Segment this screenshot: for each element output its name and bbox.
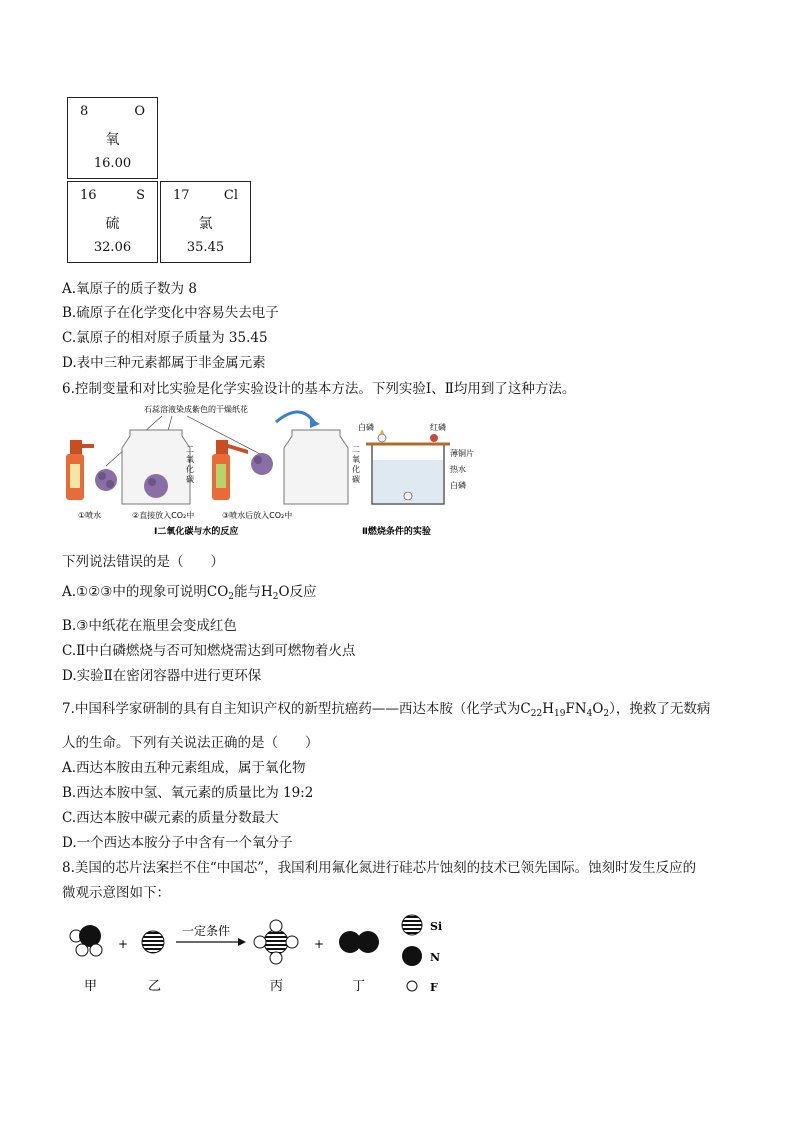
legend (402, 915, 442, 994)
element-symbol: Cl (223, 188, 238, 203)
q7-option-c: C.西达本胺中碳元素的质量分数最大 (62, 810, 279, 826)
label-jia: 甲 (84, 979, 98, 994)
step3-label: ③喷水后放入CO₂中 (222, 511, 293, 520)
molecule-ding (339, 931, 379, 953)
svg-text:碳: 碳 (352, 475, 360, 484)
gas-label-1: 二 (186, 445, 194, 454)
plus-sign-2: + (314, 937, 325, 951)
element-cell-sulfur (67, 181, 158, 263)
q6-question: 下列说法错误的是（ ） (62, 554, 224, 570)
element-name: 硫 (105, 216, 120, 232)
legend-f: F (430, 981, 438, 994)
q6-option-d: D.实验Ⅱ在密闭容器中进行更环保 (62, 668, 262, 684)
label-red-p: 红磷 (430, 423, 446, 432)
q8-stem-line1: 8.美国的芯片法案拦不住“中国芯”，我国利用氟化氮进行硅芯片蚀刻的技术已领先国际。蚀刻时发生反应的 (62, 860, 697, 876)
label-white-p-bottom: 白磷 (450, 481, 466, 490)
beaker-apparatus (366, 430, 450, 504)
svg-text:氧: 氧 (186, 455, 194, 464)
svg-text:氧: 氧 (352, 455, 360, 464)
co2-formula: $CO_2$ (206, 584, 234, 602)
step1-label: ①喷水 (78, 511, 102, 520)
element-symbol: S (136, 188, 145, 203)
flower-label: 石蕊溶液染成紫色的干燥纸花 (144, 405, 248, 414)
q6-option-a: A.①②③中的现象可说明$CO_2$能与$H_2O$反应 (62, 584, 317, 602)
q7-stem: 7.中国科学家研制的具有自主知识产权的新型抗癌药——西达本胺（化学式为$C_{22}H_{19}FN_4O_2$），挽救了无数病 (62, 701, 711, 719)
caption-1: Ⅰ二氧化碳与水的反应 (154, 527, 239, 537)
q7-stem-line2: 人的生命。下列有关说法正确的是（ ） (62, 735, 319, 751)
experiment-illustration (62, 400, 474, 540)
step2-label: ②直接放入CO₂中 (132, 511, 195, 520)
caption-2: Ⅱ燃烧条件的实验 (362, 527, 431, 537)
molecule-bing (254, 920, 298, 964)
atomic-number: 8 (80, 104, 89, 119)
svg-text:化: 化 (186, 465, 194, 474)
q5-option-c: C.氯原子的相对原子质量为 35.45 (62, 330, 268, 346)
svg-text:二: 二 (352, 445, 360, 454)
reaction-condition: 一定条件 (182, 924, 231, 938)
gas-jar-2 (284, 430, 360, 504)
element-cell-oxygen (67, 97, 158, 179)
q7-option-d: D.一个西达本胺分子中含有一个氧分子 (62, 835, 293, 851)
q5-option-a: A.氧原子的质子数为 8 (62, 281, 197, 297)
label-bing: 丙 (270, 979, 284, 994)
svg-text:碳: 碳 (186, 475, 194, 484)
molecule-jia (70, 925, 102, 956)
purple-flower-3 (251, 453, 273, 475)
legend-n: N (430, 951, 441, 964)
legend-si: Si (430, 920, 443, 933)
gas-jar-1 (122, 430, 194, 504)
element-cell-chlorine (160, 181, 251, 263)
atomic-number: 17 (173, 188, 190, 203)
q6-option-b: B.③中纸花在瓶里会变成红色 (62, 618, 237, 634)
spray-bottle-2 (212, 440, 248, 500)
q5-option-d: D.表中三种元素都属于非金属元素 (62, 355, 266, 371)
atomic-mass: 35.45 (186, 240, 225, 255)
element-name: 氧 (105, 132, 120, 148)
q7-option-b: B.西达本胺中氢、氧元素的质量比为 19:2 (62, 785, 314, 801)
spray-bottle-1 (66, 440, 94, 500)
reaction-diagram (62, 908, 462, 1003)
plus-sign-1: + (118, 937, 129, 951)
label-yi: 乙 (148, 979, 162, 994)
q7-option-a: A.西达本胺由五种元素组成，属于氧化物 (62, 760, 306, 776)
atomic-mass: 16.00 (93, 156, 132, 171)
label-white-p-top: 白磷 (358, 423, 374, 432)
q6-option-c: C.Ⅱ中白磷燃烧与否可知燃烧需达到可燃物着火点 (62, 643, 356, 659)
atomic-number: 16 (80, 188, 97, 203)
label-hot-water: 热水 (450, 465, 466, 474)
q5-option-b: B.硫原子在化学变化中容易失去电子 (62, 305, 279, 321)
svg-text:化: 化 (352, 465, 360, 474)
label-ding: 丁 (352, 979, 366, 994)
chemical-formula: $C_{22}H_{19}FN_4O_2$ (520, 701, 610, 719)
q8-stem-line2: 微观示意图如下： (62, 885, 170, 901)
reaction-diagram-svg (62, 908, 462, 1003)
curved-arrow-icon (276, 412, 314, 422)
element-symbol: O (134, 104, 145, 119)
purple-flower-1 (95, 469, 117, 491)
element-name: 氯 (198, 216, 213, 232)
molecule-yi (142, 931, 164, 953)
h2o-formula: $H_2O$ (261, 584, 290, 602)
q6-stem: 6.控制变量和对比实验是化学实验设计的基本方法。下列实验Ⅰ、Ⅱ均用到了这种方法。 (62, 381, 576, 397)
atomic-mass: 32.06 (93, 240, 132, 255)
label-copper: 薄铜片 (450, 449, 474, 458)
experiment-figure (62, 400, 474, 540)
